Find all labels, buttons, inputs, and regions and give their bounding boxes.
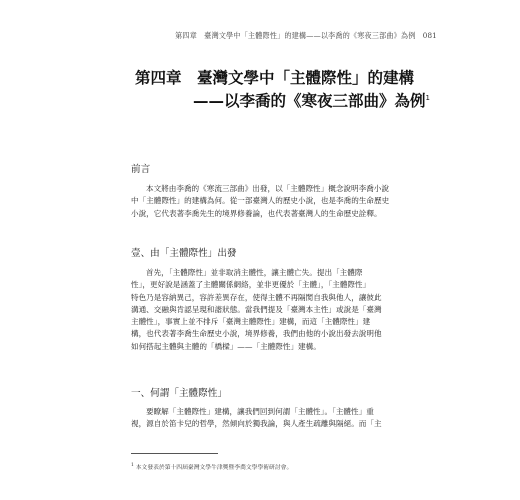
footnote-text: 本文發表於第十四屆臺灣文學牛津獎暨李喬文學學術研討會。 [135, 465, 293, 471]
subsection-heading: 一、何謂「主體際性」 [131, 388, 227, 399]
running-head: 第四章 臺灣文學中「主體際性」的建構——以李喬的《寒夜三部曲》為例 081 [175, 31, 437, 40]
paragraph-line: 視，源自於笛卡兒的哲學，然傾向於獨我論，與人產生疏離與隔絕。而「主 [131, 419, 382, 429]
paragraph-line: 小說，它代表著李喬先生的境界修養論，也代表著臺灣人的生命歷史詮釋。 [131, 208, 382, 218]
footnote-divider [131, 453, 218, 454]
footnote [131, 462, 292, 471]
preface-heading: 前言 [131, 164, 151, 175]
footnote-reference[interactable]: 1 [425, 94, 430, 102]
paragraph-line: 要瞭解「主體際性」建構，讓我們回到何謂「主體性」。「主體性」重 [146, 407, 374, 416]
preface-paragraph [131, 183, 399, 220]
chapter-title-line1: 第四章 臺灣文學中「主體際性」的建構 [135, 69, 415, 87]
footnote-mark: 1 [131, 463, 134, 469]
paragraph-line: 性」，更好說是涵蓋了主體關係網絡，並非更優於「主體」，「主體際性」 [131, 280, 371, 290]
paragraph-line: 構，也代表著李喬生命歷史小說，境界修養，我們由他的小說出發去說明他 [131, 329, 382, 339]
section-paragraph [131, 267, 399, 353]
paragraph-line: 主體性」，事實上並不排斥「臺灣主體際性」建構，而這「主體際性」建 [131, 317, 371, 327]
section-heading: 壹、由「主體際性」出發 [131, 248, 237, 259]
paragraph-line: 溝通、交融與肯認呈現和諧狀態。當我們提及「臺灣本主性」或說是「臺灣 [131, 304, 382, 314]
chapter-title-line2 [135, 88, 435, 111]
paragraph-line: 中「主體際性」的建構為何。從一部臺灣人的歷史小說，也是李喬的生命歷史 [131, 196, 390, 206]
subsection-paragraph [131, 406, 399, 431]
chapter-title [135, 68, 435, 111]
paragraph-line: 特色乃是容納異己，容許差異存在，使得主體不再隔閡自我與他人，讓彼此 [131, 292, 382, 302]
paragraph-line: 首先，「主體際性」並非取消主體性，讓主體亡失。提出「主體際 [146, 268, 363, 277]
paragraph-line: 本文將由李喬的《寒流三部曲》出發，以「主體際性」概念說明李喬小說 [146, 184, 389, 193]
paragraph-line: 如何搭起主體與主體的「橋樑」——「主體際性」建構。 [131, 341, 321, 351]
chapter-title-line2-text: ——以李喬的《寒夜三部曲》為例 [193, 92, 426, 111]
